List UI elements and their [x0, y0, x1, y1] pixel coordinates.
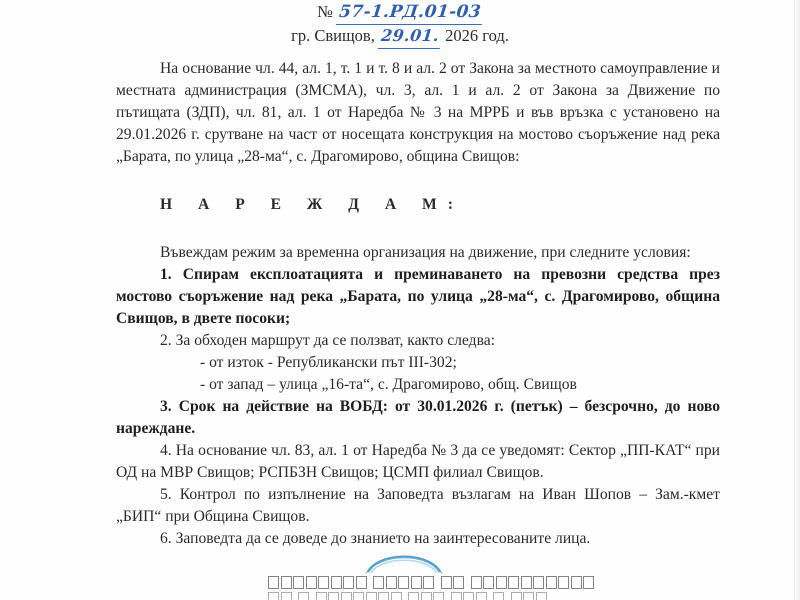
page-edge	[794, 0, 800, 600]
document-date-handwritten: 29.01.	[378, 25, 443, 49]
redacted-line-2	[268, 592, 568, 600]
spacer	[116, 216, 720, 242]
intro-paragraph: Въвеждам режим за временна организация на движение, при следните условия:	[160, 244, 691, 261]
order-item-2-subitem-west: - от запад – улица „16-та“, с. Драгомирово, общ. Свищов	[200, 376, 577, 393]
order-item-6: 6. Заповедта да се доведе до знанието на заинтересованите лица.	[160, 530, 591, 547]
number-prefix: №	[317, 2, 333, 21]
round-stamp-arc-icon	[365, 548, 443, 574]
document-number-handwritten: 57-1.РД.01-03	[336, 2, 484, 25]
preamble-paragraph: На основание чл. 44, ал. 1, т. 1 и т. 8 и ал. 2 от Закона за местното самоуправление и местната администрация (ЗМСМА), чл. 3, ал. 1 и ал. 2 от Закона за Движение по пътищата (ЗДП), чл. 81, ал. 1 от Наредба № 3 на МРРБ и във връзка с установено на 29.01.2026 г. срутване на част от носещата конструкция на мостово съоръжение над река „Барата, по улица „28-ма“, с. Драгомирово, община Свищов:	[116, 60, 720, 165]
redacted-signature-block	[268, 576, 568, 600]
redacted-line-1	[268, 576, 568, 592]
order-item-2-subitem-east: - от изток - Републикански път III-302;	[200, 354, 457, 371]
order-item-3: 3. Срок на действие на ВОБД: от 30.01.2026 г. (петък) – безсрочно, до ново нареждане.	[116, 398, 720, 437]
place-label: гр. Свищов,	[291, 26, 375, 45]
order-item-1: 1. Спирам експлоатацията и преминаването на превозни средства през мостово съоръжение над река „Барата, по улица „28-ма“, с. Драгомирово, община Свищов, в двете посоки;	[116, 266, 720, 327]
order-item-5: 5. Контрол по изпълнение на Заповедта възлагам на Иван Шопов – Зам.-кмет „БИП“ при Община Свищов.	[116, 486, 720, 525]
document-year: 2026 год.	[445, 26, 509, 45]
order-item-4: 4. На основание чл. 83, ал. 1 от Наредба № 3 да се уведомят: Сектор „ПП-КАТ“ при ОД на МВР Свищов; РСПБЗН Свищов; ЦСМП филиал Свищов.	[116, 442, 720, 481]
spacer	[116, 168, 720, 194]
document-header	[0, 0, 800, 49]
order-heading: Н А Р Е Ж Д А М:	[160, 196, 464, 213]
order-item-2: 2. За обходен маршрут да се ползват, както следва:	[160, 332, 495, 349]
document-place-date-line	[0, 25, 800, 49]
document-number-line	[0, 0, 800, 25]
document-body	[116, 58, 720, 550]
